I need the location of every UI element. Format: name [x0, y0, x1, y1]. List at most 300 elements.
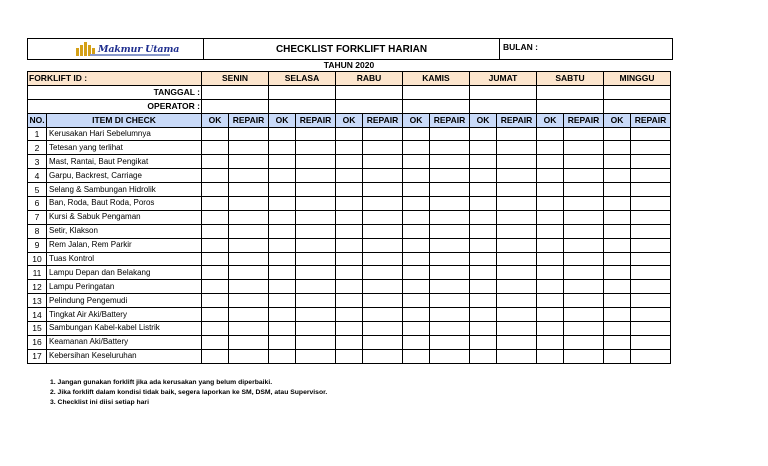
repair-checkbox-cell[interactable]	[229, 155, 269, 169]
repair-checkbox-cell[interactable]	[363, 280, 403, 294]
ok-checkbox-cell[interactable]	[403, 280, 430, 294]
repair-checkbox-cell[interactable]	[430, 155, 470, 169]
ok-checkbox-cell[interactable]	[269, 169, 296, 183]
repair-checkbox-cell[interactable]	[430, 266, 470, 280]
repair-checkbox-cell[interactable]	[631, 335, 671, 349]
repair-checkbox-cell[interactable]	[363, 141, 403, 155]
ok-checkbox-cell[interactable]	[202, 335, 229, 349]
ok-checkbox-cell[interactable]	[403, 155, 430, 169]
repair-checkbox-cell[interactable]	[497, 238, 537, 252]
ok-header: OK	[403, 113, 430, 127]
ok-checkbox-cell[interactable]	[537, 183, 564, 197]
ok-checkbox-cell[interactable]	[470, 308, 497, 322]
ok-checkbox-cell[interactable]	[537, 238, 564, 252]
repair-checkbox-cell[interactable]	[430, 294, 470, 308]
repair-checkbox-cell[interactable]	[363, 127, 403, 141]
ok-checkbox-cell[interactable]	[202, 210, 229, 224]
repair-checkbox-cell[interactable]	[564, 252, 604, 266]
repair-checkbox-cell[interactable]	[363, 252, 403, 266]
ok-checkbox-cell[interactable]	[269, 197, 296, 211]
ok-checkbox-cell[interactable]	[604, 335, 631, 349]
item-number: 8	[28, 224, 47, 238]
ok-checkbox-cell[interactable]	[403, 322, 430, 336]
day-minggu: MINGGU	[604, 72, 671, 86]
day-rabu: RABU	[336, 72, 403, 86]
ok-checkbox-cell[interactable]	[470, 294, 497, 308]
ok-checkbox-cell[interactable]	[202, 197, 229, 211]
repair-checkbox-cell[interactable]	[296, 127, 336, 141]
repair-checkbox-cell[interactable]	[430, 210, 470, 224]
ok-checkbox-cell[interactable]	[336, 280, 363, 294]
ok-checkbox-cell[interactable]	[202, 252, 229, 266]
repair-checkbox-cell[interactable]	[497, 266, 537, 280]
ok-checkbox-cell[interactable]	[470, 141, 497, 155]
ok-checkbox-cell[interactable]	[269, 141, 296, 155]
ok-checkbox-cell[interactable]	[269, 224, 296, 238]
repair-header: REPAIR	[229, 113, 269, 127]
ok-checkbox-cell[interactable]	[537, 127, 564, 141]
ok-checkbox-cell[interactable]	[202, 280, 229, 294]
item-name: Mast, Rantai, Baut Pengikat	[47, 155, 202, 169]
repair-checkbox-cell[interactable]	[430, 141, 470, 155]
ok-checkbox-cell[interactable]	[470, 335, 497, 349]
item-name: Lampu Peringatan	[47, 280, 202, 294]
ok-checkbox-cell[interactable]	[470, 349, 497, 363]
ok-checkbox-cell[interactable]	[470, 197, 497, 211]
tanggal-cell-jumat[interactable]	[470, 85, 537, 99]
repair-checkbox-cell[interactable]	[497, 252, 537, 266]
ok-checkbox-cell[interactable]	[336, 210, 363, 224]
day-kamis: KAMIS	[403, 72, 470, 86]
repair-checkbox-cell[interactable]	[564, 280, 604, 294]
tahun-label: TAHUN 2020	[323, 60, 375, 70]
ok-checkbox-cell[interactable]	[202, 155, 229, 169]
ok-checkbox-cell[interactable]	[336, 294, 363, 308]
repair-checkbox-cell[interactable]	[631, 169, 671, 183]
ok-checkbox-cell[interactable]	[336, 141, 363, 155]
repair-checkbox-cell[interactable]	[430, 197, 470, 211]
ok-checkbox-cell[interactable]	[202, 224, 229, 238]
operator-cell-kamis[interactable]	[403, 99, 470, 113]
ok-checkbox-cell[interactable]	[537, 294, 564, 308]
operator-cell-senin[interactable]	[202, 99, 269, 113]
ok-checkbox-cell[interactable]	[336, 349, 363, 363]
item-number: 17	[28, 349, 47, 363]
ok-checkbox-cell[interactable]	[269, 335, 296, 349]
repair-checkbox-cell[interactable]	[229, 349, 269, 363]
ok-checkbox-cell[interactable]	[604, 141, 631, 155]
repair-checkbox-cell[interactable]	[631, 252, 671, 266]
ok-checkbox-cell[interactable]	[336, 127, 363, 141]
ok-checkbox-cell[interactable]	[604, 224, 631, 238]
ok-checkbox-cell[interactable]	[403, 127, 430, 141]
repair-checkbox-cell[interactable]	[497, 322, 537, 336]
repair-checkbox-cell[interactable]	[564, 308, 604, 322]
ok-checkbox-cell[interactable]	[202, 141, 229, 155]
repair-checkbox-cell[interactable]	[564, 183, 604, 197]
ok-checkbox-cell[interactable]	[336, 308, 363, 322]
ok-checkbox-cell[interactable]	[604, 266, 631, 280]
day-jumat: JUMAT	[470, 72, 537, 86]
repair-checkbox-cell[interactable]	[296, 169, 336, 183]
repair-checkbox-cell[interactable]	[296, 252, 336, 266]
repair-checkbox-cell[interactable]	[363, 169, 403, 183]
repair-checkbox-cell[interactable]	[296, 224, 336, 238]
repair-checkbox-cell[interactable]	[497, 169, 537, 183]
ok-checkbox-cell[interactable]	[537, 169, 564, 183]
repair-checkbox-cell[interactable]	[363, 266, 403, 280]
repair-checkbox-cell[interactable]	[631, 294, 671, 308]
repair-checkbox-cell[interactable]	[631, 141, 671, 155]
ok-checkbox-cell[interactable]	[604, 294, 631, 308]
ok-checkbox-cell[interactable]	[604, 322, 631, 336]
ok-checkbox-cell[interactable]	[470, 266, 497, 280]
repair-checkbox-cell[interactable]	[497, 141, 537, 155]
ok-checkbox-cell[interactable]	[269, 210, 296, 224]
ok-checkbox-cell[interactable]	[403, 210, 430, 224]
repair-checkbox-cell[interactable]	[229, 141, 269, 155]
ok-checkbox-cell[interactable]	[604, 183, 631, 197]
ok-checkbox-cell[interactable]	[537, 141, 564, 155]
item-name: Kerusakan Hari Sebelumnya	[47, 127, 202, 141]
ok-checkbox-cell[interactable]	[336, 266, 363, 280]
repair-checkbox-cell[interactable]	[363, 308, 403, 322]
repair-checkbox-cell[interactable]	[229, 183, 269, 197]
ok-checkbox-cell[interactable]	[403, 266, 430, 280]
item-name: Tuas Kontrol	[47, 252, 202, 266]
checklist-table	[27, 71, 671, 364]
table-row	[28, 308, 671, 322]
ok-checkbox-cell[interactable]	[269, 238, 296, 252]
repair-checkbox-cell[interactable]	[631, 238, 671, 252]
repair-checkbox-cell[interactable]	[430, 252, 470, 266]
ok-checkbox-cell[interactable]	[470, 252, 497, 266]
repair-checkbox-cell[interactable]	[631, 210, 671, 224]
repair-checkbox-cell[interactable]	[497, 224, 537, 238]
repair-checkbox-cell[interactable]	[229, 335, 269, 349]
tanggal-cell-kamis[interactable]	[403, 85, 470, 99]
ok-checkbox-cell[interactable]	[604, 280, 631, 294]
repair-checkbox-cell[interactable]	[430, 308, 470, 322]
repair-checkbox-cell[interactable]	[296, 280, 336, 294]
header-box	[27, 38, 673, 60]
ok-checkbox-cell[interactable]	[336, 322, 363, 336]
table-row	[28, 169, 671, 183]
repair-checkbox-cell[interactable]	[363, 322, 403, 336]
repair-checkbox-cell[interactable]	[497, 280, 537, 294]
logo-cell	[28, 39, 204, 59]
ok-checkbox-cell[interactable]	[269, 349, 296, 363]
ok-checkbox-cell[interactable]	[269, 127, 296, 141]
ok-checkbox-cell[interactable]	[202, 294, 229, 308]
ok-checkbox-cell[interactable]	[470, 183, 497, 197]
repair-checkbox-cell[interactable]	[363, 197, 403, 211]
repair-checkbox-cell[interactable]	[296, 322, 336, 336]
operator-cell-selasa[interactable]	[269, 99, 336, 113]
ok-checkbox-cell[interactable]	[269, 252, 296, 266]
item-number: 13	[28, 294, 47, 308]
repair-checkbox-cell[interactable]	[229, 294, 269, 308]
ok-header: OK	[202, 113, 229, 127]
tanggal-label: TANGGAL :	[28, 85, 202, 99]
ok-checkbox-cell[interactable]	[537, 266, 564, 280]
ok-checkbox-cell[interactable]	[537, 224, 564, 238]
repair-checkbox-cell[interactable]	[497, 294, 537, 308]
repair-checkbox-cell[interactable]	[363, 183, 403, 197]
repair-checkbox-cell[interactable]	[497, 197, 537, 211]
ok-checkbox-cell[interactable]	[470, 169, 497, 183]
ok-checkbox-cell[interactable]	[403, 183, 430, 197]
ok-checkbox-cell[interactable]	[403, 308, 430, 322]
repair-checkbox-cell[interactable]	[363, 294, 403, 308]
ok-checkbox-cell[interactable]	[336, 183, 363, 197]
repair-checkbox-cell[interactable]	[564, 169, 604, 183]
ok-checkbox-cell[interactable]	[403, 238, 430, 252]
repair-checkbox-cell[interactable]	[564, 155, 604, 169]
repair-checkbox-cell[interactable]	[296, 155, 336, 169]
repair-checkbox-cell[interactable]	[497, 335, 537, 349]
ok-checkbox-cell[interactable]	[403, 224, 430, 238]
repair-checkbox-cell[interactable]	[229, 127, 269, 141]
item-name: Sambungan Kabel-kabel Listrik	[47, 322, 202, 336]
repair-checkbox-cell[interactable]	[296, 197, 336, 211]
ok-checkbox-cell[interactable]	[336, 197, 363, 211]
repair-checkbox-cell[interactable]	[430, 349, 470, 363]
ok-checkbox-cell[interactable]	[202, 322, 229, 336]
ok-checkbox-cell[interactable]	[604, 155, 631, 169]
operator-label: OPERATOR :	[28, 99, 202, 113]
repair-checkbox-cell[interactable]	[229, 238, 269, 252]
tanggal-cell-minggu[interactable]	[604, 85, 671, 99]
operator-cell-jumat[interactable]	[470, 99, 537, 113]
repair-checkbox-cell[interactable]	[229, 252, 269, 266]
repair-checkbox-cell[interactable]	[296, 349, 336, 363]
repair-checkbox-cell[interactable]	[564, 238, 604, 252]
ok-checkbox-cell[interactable]	[604, 238, 631, 252]
repair-checkbox-cell[interactable]	[229, 266, 269, 280]
ok-checkbox-cell[interactable]	[336, 335, 363, 349]
operator-cell-sabtu[interactable]	[537, 99, 604, 113]
forklift-id-label: FORKLIFT ID :	[28, 72, 202, 86]
repair-header: REPAIR	[631, 113, 671, 127]
table-row	[28, 280, 671, 294]
repair-checkbox-cell[interactable]	[631, 266, 671, 280]
repair-checkbox-cell[interactable]	[229, 210, 269, 224]
repair-checkbox-cell[interactable]	[564, 127, 604, 141]
item-number: 9	[28, 238, 47, 252]
ok-checkbox-cell[interactable]	[269, 322, 296, 336]
note-2: 2. Jika forklift dalam kondisi tidak baik, segera laporkan ke SM, DSM, atau Supervisor.	[50, 389, 328, 396]
ok-checkbox-cell[interactable]	[403, 197, 430, 211]
ok-checkbox-cell[interactable]	[202, 238, 229, 252]
ok-checkbox-cell[interactable]	[336, 252, 363, 266]
repair-checkbox-cell[interactable]	[497, 155, 537, 169]
ok-checkbox-cell[interactable]	[336, 224, 363, 238]
ok-checkbox-cell[interactable]	[537, 280, 564, 294]
repair-checkbox-cell[interactable]	[296, 308, 336, 322]
ok-checkbox-cell[interactable]	[537, 349, 564, 363]
ok-checkbox-cell[interactable]	[537, 197, 564, 211]
ok-checkbox-cell[interactable]	[403, 335, 430, 349]
repair-checkbox-cell[interactable]	[564, 141, 604, 155]
item-name: Setir, Klakson	[47, 224, 202, 238]
ok-checkbox-cell[interactable]	[604, 349, 631, 363]
table-row	[28, 238, 671, 252]
day-sabtu: SABTU	[537, 72, 604, 86]
ok-checkbox-cell[interactable]	[537, 322, 564, 336]
repair-checkbox-cell[interactable]	[497, 127, 537, 141]
item-name: Rem Jalan, Rem Parkir	[47, 238, 202, 252]
repair-checkbox-cell[interactable]	[363, 224, 403, 238]
ok-checkbox-cell[interactable]	[470, 155, 497, 169]
ok-checkbox-cell[interactable]	[604, 169, 631, 183]
ok-checkbox-cell[interactable]	[604, 197, 631, 211]
repair-checkbox-cell[interactable]	[631, 308, 671, 322]
repair-checkbox-cell[interactable]	[296, 266, 336, 280]
ok-checkbox-cell[interactable]	[269, 294, 296, 308]
ok-checkbox-cell[interactable]	[470, 224, 497, 238]
repair-checkbox-cell[interactable]	[631, 183, 671, 197]
table-row	[28, 252, 671, 266]
repair-checkbox-cell[interactable]	[564, 322, 604, 336]
repair-checkbox-cell[interactable]	[229, 224, 269, 238]
repair-checkbox-cell[interactable]	[430, 224, 470, 238]
ok-checkbox-cell[interactable]	[269, 308, 296, 322]
repair-checkbox-cell[interactable]	[631, 349, 671, 363]
ok-checkbox-cell[interactable]	[537, 155, 564, 169]
repair-checkbox-cell[interactable]	[363, 155, 403, 169]
ok-header: OK	[470, 113, 497, 127]
item-number: 11	[28, 266, 47, 280]
ok-checkbox-cell[interactable]	[537, 335, 564, 349]
repair-checkbox-cell[interactable]	[497, 349, 537, 363]
repair-checkbox-cell[interactable]	[296, 210, 336, 224]
ok-checkbox-cell[interactable]	[604, 210, 631, 224]
repair-checkbox-cell[interactable]	[430, 280, 470, 294]
ok-header: OK	[537, 113, 564, 127]
repair-checkbox-cell[interactable]	[363, 210, 403, 224]
item-name: Tingkat Air Aki/Battery	[47, 308, 202, 322]
ok-checkbox-cell[interactable]	[470, 322, 497, 336]
ok-checkbox-cell[interactable]	[403, 349, 430, 363]
operator-cell-minggu[interactable]	[604, 99, 671, 113]
ok-checkbox-cell[interactable]	[202, 183, 229, 197]
ok-checkbox-cell[interactable]	[470, 280, 497, 294]
ok-checkbox-cell[interactable]	[470, 127, 497, 141]
ok-checkbox-cell[interactable]	[537, 210, 564, 224]
repair-checkbox-cell[interactable]	[430, 238, 470, 252]
table-row	[28, 224, 671, 238]
repair-checkbox-cell[interactable]	[564, 197, 604, 211]
repair-checkbox-cell[interactable]	[229, 169, 269, 183]
tanggal-cell-rabu[interactable]	[336, 85, 403, 99]
ok-checkbox-cell[interactable]	[202, 169, 229, 183]
repair-checkbox-cell[interactable]	[631, 127, 671, 141]
repair-checkbox-cell[interactable]	[564, 294, 604, 308]
table-row	[28, 322, 671, 336]
repair-checkbox-cell[interactable]	[229, 197, 269, 211]
ok-checkbox-cell[interactable]	[269, 183, 296, 197]
repair-checkbox-cell[interactable]	[430, 127, 470, 141]
logo-underline	[90, 54, 170, 56]
repair-checkbox-cell[interactable]	[564, 335, 604, 349]
repair-checkbox-cell[interactable]	[430, 335, 470, 349]
ok-checkbox-cell[interactable]	[604, 252, 631, 266]
repair-checkbox-cell[interactable]	[229, 322, 269, 336]
ok-checkbox-cell[interactable]	[403, 141, 430, 155]
ok-checkbox-cell[interactable]	[202, 266, 229, 280]
repair-checkbox-cell[interactable]	[564, 349, 604, 363]
ok-checkbox-cell[interactable]	[336, 238, 363, 252]
repair-checkbox-cell[interactable]	[430, 169, 470, 183]
repair-checkbox-cell[interactable]	[631, 224, 671, 238]
item-number: 14	[28, 308, 47, 322]
operator-cell-rabu[interactable]	[336, 99, 403, 113]
repair-checkbox-cell[interactable]	[296, 238, 336, 252]
day-header-row	[28, 72, 671, 86]
ok-checkbox-cell[interactable]	[202, 349, 229, 363]
repair-checkbox-cell[interactable]	[497, 183, 537, 197]
ok-checkbox-cell[interactable]	[269, 155, 296, 169]
repair-checkbox-cell[interactable]	[363, 335, 403, 349]
ok-checkbox-cell[interactable]	[202, 308, 229, 322]
repair-checkbox-cell[interactable]	[631, 155, 671, 169]
ok-checkbox-cell[interactable]	[470, 210, 497, 224]
ok-checkbox-cell[interactable]	[604, 308, 631, 322]
repair-checkbox-cell[interactable]	[296, 294, 336, 308]
ok-checkbox-cell[interactable]	[604, 127, 631, 141]
item-name: Garpu, Backrest, Carriage	[47, 169, 202, 183]
tanggal-cell-sabtu[interactable]	[537, 85, 604, 99]
repair-checkbox-cell[interactable]	[430, 322, 470, 336]
repair-checkbox-cell[interactable]	[296, 141, 336, 155]
item-name: Selang & Sambungan Hidrolik	[47, 183, 202, 197]
repair-checkbox-cell[interactable]	[631, 322, 671, 336]
repair-checkbox-cell[interactable]	[631, 280, 671, 294]
repair-checkbox-cell[interactable]	[229, 308, 269, 322]
ok-checkbox-cell[interactable]	[202, 127, 229, 141]
ok-checkbox-cell[interactable]	[403, 252, 430, 266]
ok-header: OK	[336, 113, 363, 127]
ok-checkbox-cell[interactable]	[470, 238, 497, 252]
tanggal-cell-senin[interactable]	[202, 85, 269, 99]
repair-checkbox-cell[interactable]	[296, 335, 336, 349]
repair-checkbox-cell[interactable]	[564, 210, 604, 224]
ok-checkbox-cell[interactable]	[336, 155, 363, 169]
repair-checkbox-cell[interactable]	[430, 183, 470, 197]
repair-checkbox-cell[interactable]	[363, 238, 403, 252]
repair-checkbox-cell[interactable]	[296, 183, 336, 197]
ok-checkbox-cell[interactable]	[537, 252, 564, 266]
ok-checkbox-cell[interactable]	[403, 169, 430, 183]
item-name: Lampu Depan dan Belakang	[47, 266, 202, 280]
repair-checkbox-cell[interactable]	[564, 266, 604, 280]
ok-checkbox-cell[interactable]	[269, 266, 296, 280]
repair-checkbox-cell[interactable]	[229, 280, 269, 294]
ok-checkbox-cell[interactable]	[269, 280, 296, 294]
ok-checkbox-cell[interactable]	[403, 294, 430, 308]
ok-checkbox-cell[interactable]	[336, 169, 363, 183]
notes	[50, 378, 327, 408]
repair-checkbox-cell[interactable]	[497, 308, 537, 322]
repair-checkbox-cell[interactable]	[564, 224, 604, 238]
repair-checkbox-cell[interactable]	[363, 349, 403, 363]
tanggal-cell-selasa[interactable]	[269, 85, 336, 99]
ok-checkbox-cell[interactable]	[537, 308, 564, 322]
repair-checkbox-cell[interactable]	[497, 210, 537, 224]
table-row	[28, 294, 671, 308]
repair-checkbox-cell[interactable]	[631, 197, 671, 211]
